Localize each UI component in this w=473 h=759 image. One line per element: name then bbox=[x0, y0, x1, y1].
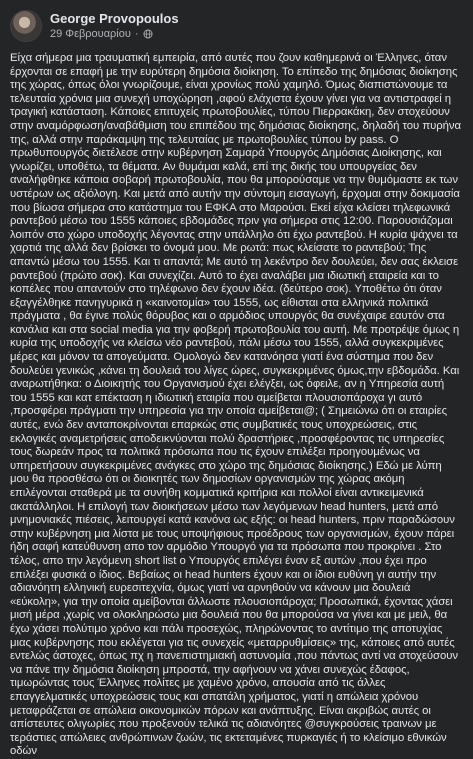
author-name[interactable]: George Provopoulos bbox=[50, 11, 179, 26]
post-meta bbox=[50, 11, 179, 41]
post-date[interactable]: 29 Φεβρουαρίου bbox=[50, 28, 131, 40]
author-avatar[interactable] bbox=[10, 10, 42, 42]
post-subline bbox=[50, 27, 179, 41]
post-header bbox=[10, 8, 463, 44]
post-body: Είχα σήμερα μια τραυματική εμπειρία, από αυτές που ζουν καθημερινά οι Έλληνες, όταν έρχονται σε επαφή με την ευρύτερη δημόσια διοίκηση. Το επίπεδο της δημόσιας διοίκησης της χώρας, όπως όλοι γνωρίζουμε, είναι χρονίως πολύ χαμηλό. Όμως διαπιστώνουμε τα τελευταία χρόνια μια συνεχή υποχώρηση ,αφού ελάχιστα έχουν γίνει για να αντιστραφεί η τραγική κατάσταση. Κάποιες επιτυχείς πρωτοβουλίες, τύπου Πιερρακάκη, δεν στοχεύουν στην αναμόρφωση/αναβάθμιση του επιπέδου της δημόσιας διοίκησης, δηλαδή του πυρήνα της, αλλά στην παράκαμψη της τελευταίας με πρωτοβουλίες τύπου by pass. Ο πρωθυπουργός διετέλεσε στην κυβέρνηση Σαμαρά Υπουργός Δημόσιας Διοίκησης, και γνωρίζει, υποθέτω, τα θέματα. Αν θυμάμαι καλά, επί της δικής του υπουργείας δεν αναλήφθηκε κάποια σοβαρή πρωτοβουλία, που θα μπορούσαμε να την θυμόμαστε εκ των υστέρων ως αξιόλογη. Και μετά από αυτήν την σύντομη εισαγωγή, έρχομαι στην δοκιμασία που βίωσα σήμερα στο κατάστημα του ΕΦΚΑ στο Μαρούσι. Εκεί είχα κλείσει τηλεφωνικά ραντεβού μέσω του 1555 κάποιες εβδομάδες πριν για σήμερα στις 12:00. Παρουσιάζομαι λοιπόν στο χώρο υποδοχής λέγοντας στην υπάλληλο ότι έχω ραντεβού. Η κυρία ψάχνει τα χαρτιά της αλλά δεν βρίσκει το όνομά μου. Με ρωτά: πως κλείσατε το ραντεβού; Της απαντώ μέσω του 1555. Και τι απαντά; Με αυτό τη λεκέντρο δεν δουλεύει, δεν σας έκλεισε ραντεβού (πρώτο σοκ). Και συνεχίζει. Αυτό το έχει αναλάβει μια ιδιωτική εταιρεία και το κοπέλες που απαντούν στο τηλέφωνο δεν έχουν ιδέα. (δεύτερο σοκ). Υποθέτω ότι όταν εξαγγέλθηκε πανηγυρικά η «καινοτομία» του 1555, ως είθισται στα ελληνικά πολιτικά πράγματα , θα έγινε πολύς θόρυβος και ο αρμόδιος υπουργός θα συνέχαιρε εαυτόν στα κανάλια και στα social media για την φοβερή πρωτοβουλία του αυτή. Με προτρέψε όμως η κυρία της υποδοχής να κλείσω νέο ραντεβού, πάλι μέσω του 1555, αλλά συγκεκριμένες μέρες και μόνον τα απογεύματα. Ομολογώ δεν κατανόησα γιατί ένα σύστημα που δεν δουλεύει γενικώς ,κάνει τη δουλειά του λίγες ώρες, συγκεκριμένες όμως,την εβδομάδα. Και αναρωτήθηκα: ο Διοικητής του Οργανισμού έχει ελέγξει, ως όφειλε, αν η Υπηρεσία αυτή του 1555 και κατ επέκταση η ιδιωτική εταιρία που αμείβεται πλουσιοπάροχα γι αυτό ,προσφέρει πράγματι την υπηρεσία για την οποία αμείβεται@; ( Σημειώνω ότι οι εταιρίες αυτές, ενώ δεν ανταποκρίνονται επαρκώς στις συμβατικές τους υποχρεώσεις, στις εκλογικές αναμετρήσεις αποδεικνύονται πολύ δραστήριες ,προσφέροντας τις υπηρεσίες τους δωρεάν προς τα πολιτικά πρόσωπα που τις έχουν επιλέξει προηγουμένως να υπηρετήσουν συγκεκριμένες ανάγκες στο χώρο της δημόσιας διοίκησης.) Εδώ με λύπη μου θα προσθέσω ότι οι διοικητές των δημοσίων οργανισμών της χώρας ακόμη επιλέγονται σταθερά με τα συνήθη κομματικά κριτήρια και πολλοί είναι αντικειμενικά ακατάλληλοι. Η επιλογή των διοικήσεων μέσω των λεγόμενων head hunters, μετά από μνημονιακές πιέσεις, λειτουργεί κατά κανόνα ως εξής: οι head hunters, πριν παραδώσουν στην κυβέρνηση μια λίστα με τους υποψήφιους προέδρους των οργανισμών, έχουν πάρει ήδη σαφή κατεύθυνση απο τον αρμόδιο Υπουργό για τα πρόσωπα που προκρίνει . Στο τέλος, απο την λεγόμενη short list ο Υπουργός επιλέγει έναν εξ αυτών ,που έχει προ επιλέξει φυσικά ο ίδιος. Βεβαίως οι head hunters έχουν και οι ίδιοι ευθύνη γι αυτήν την αδιανόητη ελληνική ευρεσιτεχνία, όμως γιατί να αρνηθούν να κάνουν μια δουλειά «εύκολη», για την οποία αμείβονται άλλωστε πλουσιοπάροχα; Προσωπικά, έχοντας χάσει μισή μέρα ,χωρίς να ολοκληρώσω μια δουλειά που θα μπορούσα να γίνει και με μειλ, θα έχω χάσει πολύτιμο χρόνο και πάλι προσεχώς, πληρώνοντας το αντίτιμο της αποτυχίας μιας κυβέρνησης που εκλέγεται για τις συνεχείς «μεταρρυθμίσεις» της, κάποιες από αυτές εντελώς άστοχες, όπως πχ η πανεπιστημιακή αστυνομία ,που πάντως αντί να στοχεύσουν να πάνε την δημόσια διοίκηση μπροστά, την αφήνουν να χάνει συνεχώς έδαφος, τιμωρώντας τους Έλληνες πολίτες με χαμένο χρόνο, απουσία από τις άλλες επαγγελματικές υποχρεώσεις τους και σπατάλη χρήματος, γιατί η απώλεια χρόνου μεταφράζεται σε απώλεια οικονομικών πόρων και ανάπτυξης. Είναι ακριβώς αυτές οι απίστευτες ολιγωρίες που προξενούν τελικά τις αδιανόητες @συγκρούσεις τραινων με τεράστιες απώλειες ανθρώπινων ζωών, τις εκτεταμένες πυρκαγιές ή το κλείσιμο εθνικών οδών bbox=[10, 52, 462, 758]
globe-icon[interactable] bbox=[143, 29, 153, 39]
meta-separator: · bbox=[134, 28, 139, 40]
